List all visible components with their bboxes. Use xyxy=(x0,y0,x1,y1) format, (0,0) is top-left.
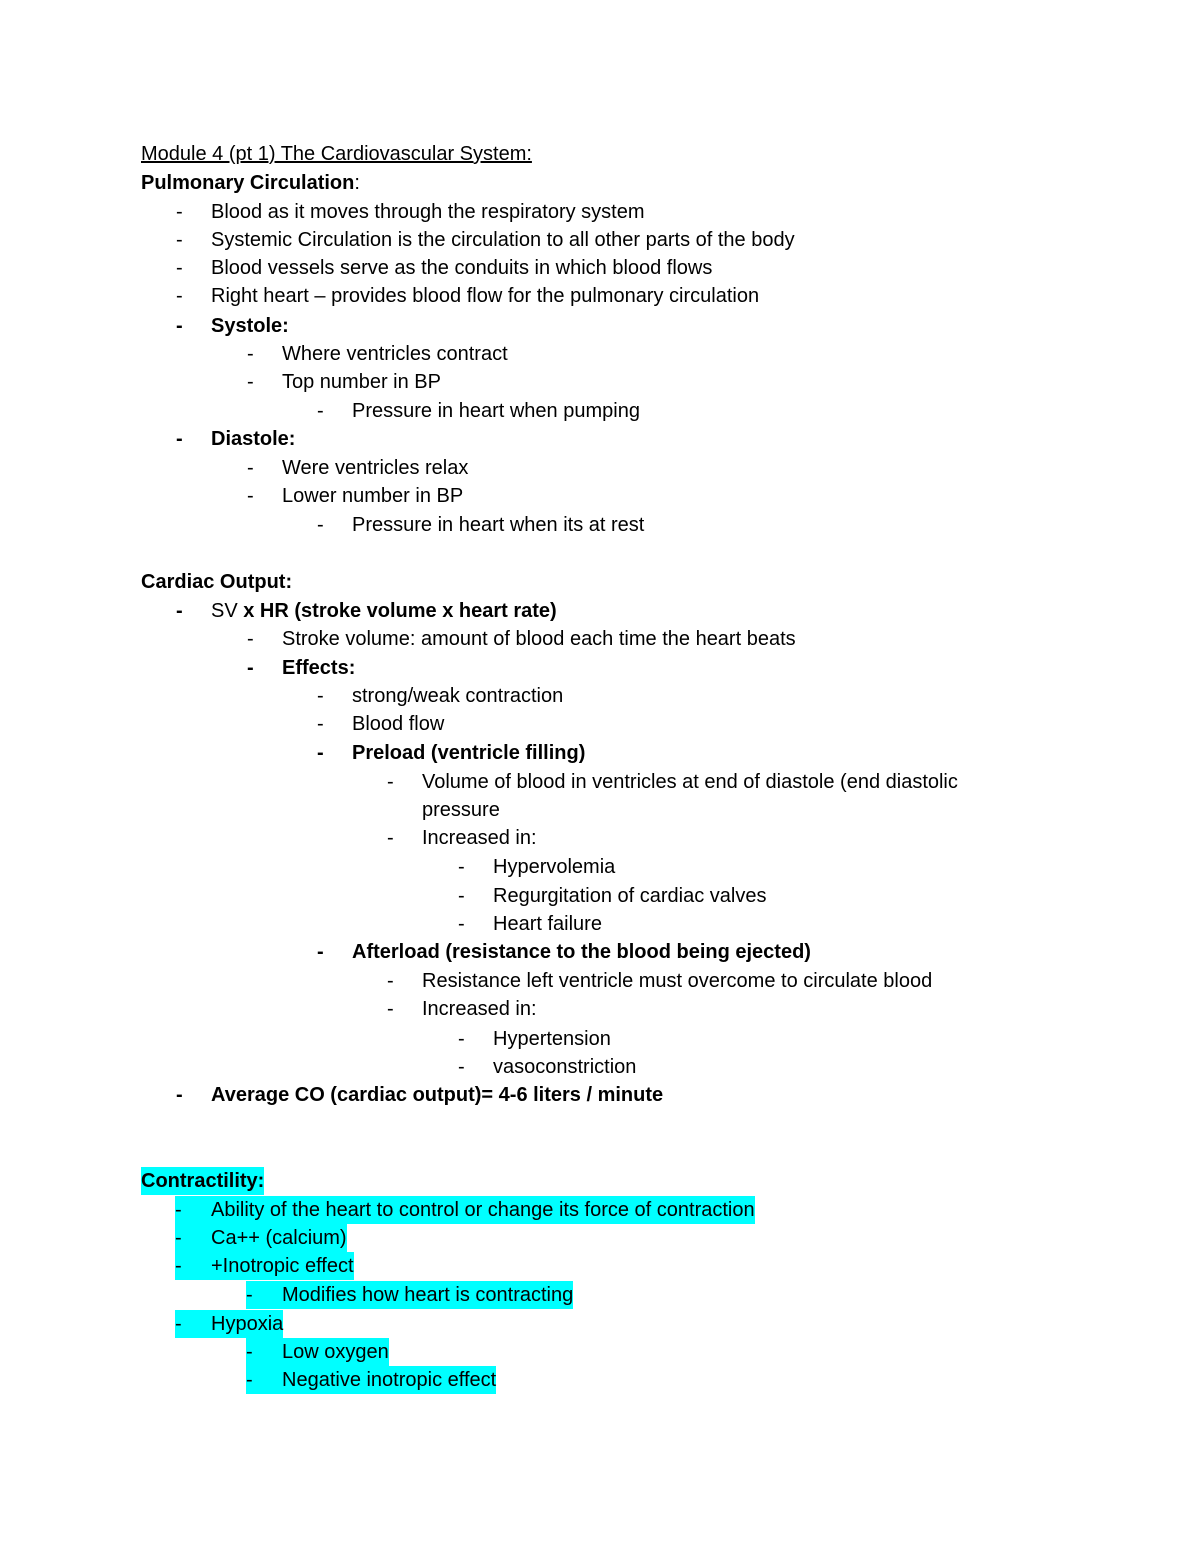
bullet-dash: - xyxy=(247,343,254,365)
list-item: Systemic Circulation is the circulation to all other parts of the body xyxy=(211,229,795,251)
bullet-dash: - xyxy=(247,371,254,393)
list-item: Blood as it moves through the respiratory system xyxy=(211,201,645,223)
list-item: Volume of blood in ventricles at end of diastole (end diastolic xyxy=(422,771,958,793)
effects-label: Effects: xyxy=(282,657,356,679)
pulmonary-heading-colon: : xyxy=(354,172,360,194)
list-item-text: +Inotropic effect xyxy=(211,1255,354,1277)
highlighted-list-item: - Ability of the heart to control or change its force of contraction xyxy=(175,1196,755,1224)
bullet-dash: - xyxy=(387,827,394,849)
list-item: Pressure in heart when pumping xyxy=(352,400,640,422)
list-item: Blood vessels serve as the conduits in which blood flows xyxy=(211,257,713,279)
highlighted-list-item: - Negative inotropic effect xyxy=(246,1366,496,1394)
highlighted-list-item: - +Inotropic effect xyxy=(175,1252,354,1280)
bullet-dash: - xyxy=(387,998,394,1020)
list-item: Lower number in BP xyxy=(282,485,464,507)
bullet-dash: - xyxy=(317,514,324,536)
bullet-dash: - xyxy=(176,428,183,450)
list-item: vasoconstriction xyxy=(493,1056,637,1078)
pulmonary-heading-text: Pulmonary Circulation xyxy=(141,172,355,194)
diastole-label: Diastole: xyxy=(211,428,296,450)
bullet-dash: - xyxy=(176,285,183,307)
preload-label: Preload (ventricle filling) xyxy=(352,742,586,764)
list-item-text: Ability of the heart to control or change its force of contraction xyxy=(211,1199,755,1221)
bullet-dash: - xyxy=(458,885,465,907)
bullet-dash: - xyxy=(176,1084,183,1106)
list-item: Where ventricles contract xyxy=(282,343,508,365)
highlighted-list-item: - Modifies how heart is contracting xyxy=(246,1281,573,1309)
formula-prefix: SV xyxy=(211,600,244,622)
average-co: Average CO (cardiac output)= 4-6 liters / minute xyxy=(211,1084,664,1106)
systole-label: Systole: xyxy=(211,315,289,337)
list-item: Increased in: xyxy=(422,998,537,1020)
bullet-dash: - xyxy=(247,457,254,479)
list-item-text: Ca++ (calcium) xyxy=(211,1227,347,1249)
list-item: Resistance left ventricle must overcome to circulate blood xyxy=(422,970,933,992)
page-title: Module 4 (pt 1) The Cardiovascular System: xyxy=(141,143,532,165)
highlighted-list-item: - Ca++ (calcium) xyxy=(175,1224,347,1252)
bullet-dash: - xyxy=(317,742,324,764)
list-item: Heart failure xyxy=(493,913,602,935)
bullet-dash: - xyxy=(247,628,254,650)
bullet-dash: - xyxy=(176,600,183,622)
highlighted-list-item: - Low oxygen xyxy=(246,1338,389,1366)
list-item-text: Negative inotropic effect xyxy=(282,1369,497,1391)
bullet-dash: - xyxy=(458,913,465,935)
bullet-dash: - xyxy=(247,657,254,679)
bullet-dash: - xyxy=(317,941,324,963)
bullet-dash: - xyxy=(458,1028,465,1050)
bullet-dash: - xyxy=(317,400,324,422)
list-item: Hypertension xyxy=(493,1028,611,1050)
bullet-dash: - xyxy=(458,1056,465,1078)
list-item: Right heart – provides blood flow for the pulmonary circulation xyxy=(211,285,760,307)
bullet-dash: - xyxy=(176,315,183,337)
bullet-dash: - xyxy=(176,201,183,223)
highlighted-list-item: - Hypoxia xyxy=(175,1310,283,1338)
list-item: Pressure in heart when its at rest xyxy=(352,514,645,536)
bullet-dash: - xyxy=(176,257,183,279)
list-item: Were ventricles relax xyxy=(282,457,469,479)
bullet-dash: - xyxy=(458,856,465,878)
list-item: Top number in BP xyxy=(282,371,441,393)
bullet-dash: - xyxy=(176,229,183,251)
list-item: strong/weak contraction xyxy=(352,685,564,707)
cardiac-output-heading: Cardiac Output: xyxy=(141,571,293,593)
list-item: Hypervolemia xyxy=(493,856,616,878)
afterload-label: Afterload (resistance to the blood being ejected) xyxy=(352,941,811,963)
list-item-text: Hypoxia xyxy=(211,1313,284,1335)
formula-text: x HR (stroke volume x heart rate) xyxy=(243,600,557,622)
pulmonary-heading xyxy=(141,169,360,197)
bullet-dash: - xyxy=(247,485,254,507)
bullet-dash: - xyxy=(317,685,324,707)
list-item: Increased in: xyxy=(422,827,537,849)
bullet-dash: - xyxy=(387,970,394,992)
list-item: Stroke volume: amount of blood each time the heart beats xyxy=(282,628,796,650)
list-item: Blood flow xyxy=(352,713,445,735)
list-item: Regurgitation of cardiac valves xyxy=(493,885,767,907)
contractility-heading: Contractility: xyxy=(141,1167,264,1195)
bullet-dash: - xyxy=(387,771,394,793)
bullet-dash: - xyxy=(317,713,324,735)
formula-line xyxy=(211,597,557,625)
list-item-continuation: pressure xyxy=(422,799,500,821)
list-item-text: Low oxygen xyxy=(282,1341,389,1363)
list-item-text: Modifies how heart is contracting xyxy=(282,1284,574,1306)
